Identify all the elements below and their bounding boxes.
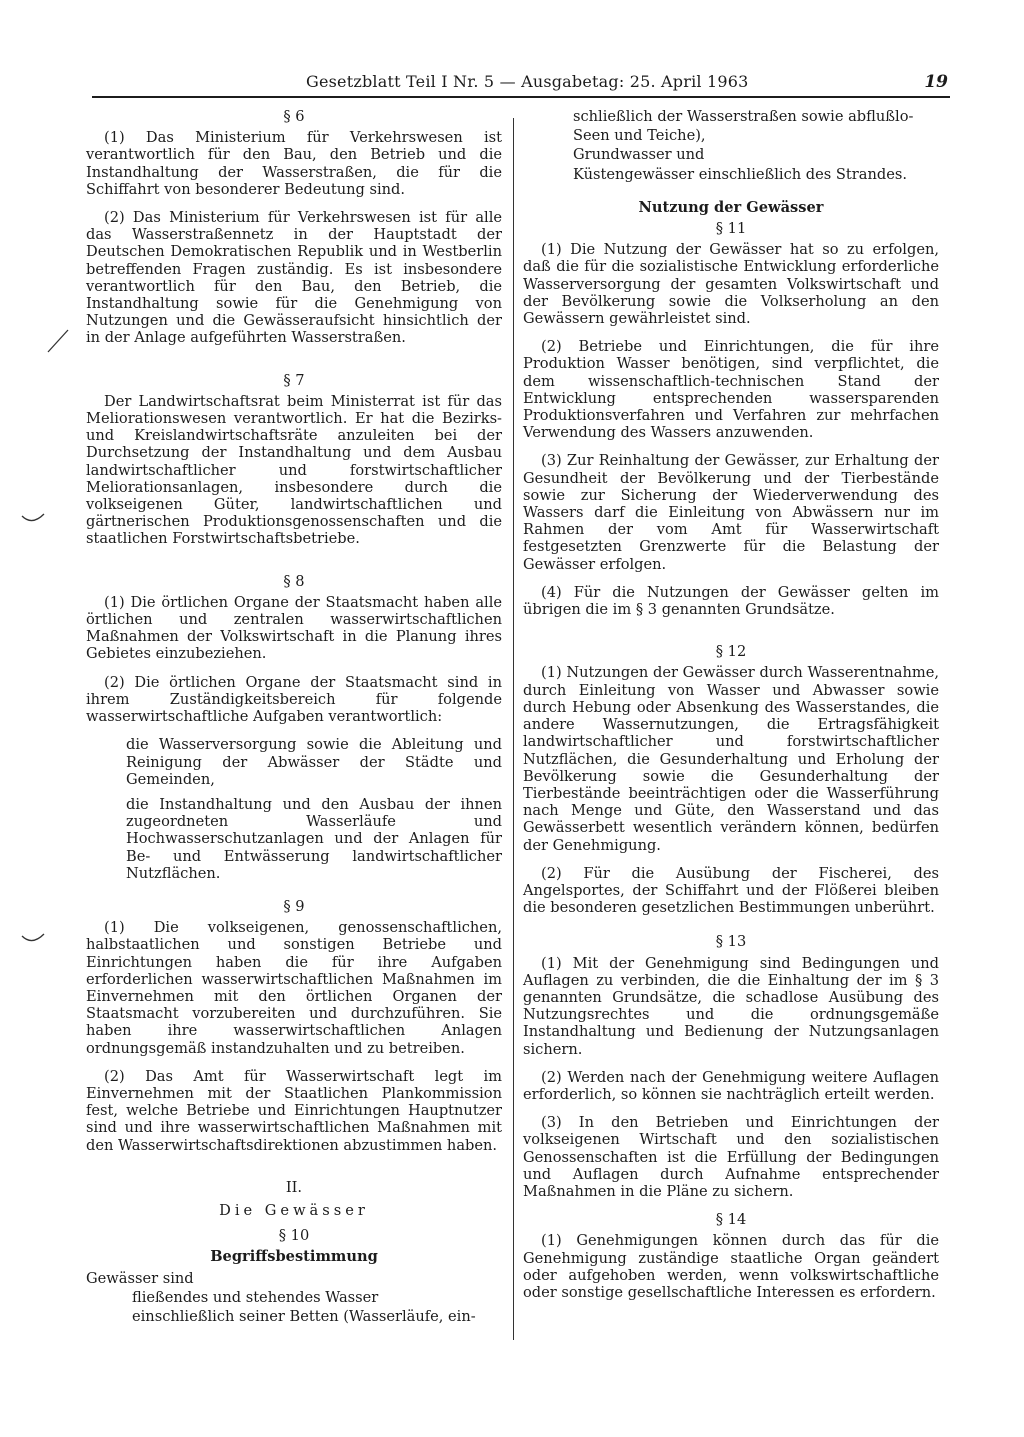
section-subheading: Begriffsbestimmung (210, 1248, 378, 1266)
paragraph: (3) In den Betrieben und Einrichtungen der volkseigenen Wirtschaft und den sozialistischen Genossenschaften ist die Erfüllung der Bedingungen und Auflagen durch Aufnahme entsprechender Maßnahmen in die Pläne zu sichern. (523, 1114, 939, 1200)
page-number: 19 (924, 72, 948, 92)
paragraph: (3) Zur Reinhaltung der Gewässer, zur Erhaltung der Gesundheit der Bevölkerung und der Tierbestände sowie zur Sicherung der Wiederverwendung des Wassers darf die Einleitung von Abwässern nur im Rahmen der vom Amt für Wasserwirtschaft festgesetzten Grenzwerte für die Belastung der Gewässer erfolgen. (523, 452, 939, 573)
paragraph: Der Landwirtschaftsrat beim Ministerrat ist für das Meliorationswesen verantwortlich. Er hat die Bezirks- und Kreislandwirtschaftsräte anzuleiten bei der Durchsetzung der Instandhaltung und dem Ausbau landwirtschaftlicher und forstwirtschaftlicher Meliorationsanlagen, insbesondere durch die volkseigenen Güter, landwirtschaftlichen und gärtnerischen Produktionsgenossenschaften und die staatlichen Forstwirtschaftsbetriebe. (86, 392, 502, 548)
section-heading: § 13 (715, 933, 747, 951)
list-item: einschließlich seiner Betten (Wasserläufe, ein- (132, 1307, 476, 1325)
section-heading: § 9 (283, 897, 305, 915)
right-column (523, 108, 939, 1312)
paragraph: (1) Die volkseigenen, genossenschaftlichen, halbstaatlichen und sonstigen Betriebe und Einrichtungen haben die für ihre Aufgaben erforderlichen wasserwirtschaftlichen Maßnahmen im Einvernehmen mit den örtlichen Organen der Staatsmacht vorzubereiten und durchzuführen. Sie haben ihre wasserwirtschaftlichen Anlagen ordnungsgemäß instandzuhalten und zu betreiben. (86, 919, 502, 1057)
list-item: die Wasserversorgung sowie die Ableitung und Reinigung der Abwässer der Städte und Gemeinden, (126, 736, 502, 788)
paragraph: (1) Die örtlichen Organe der Staatsmacht haben alle örtlichen und zentralen wasserwirtschaftlichen Maßnahmen der Volkswirtschaft in die Planung ihres Gebietes einzubeziehen. (86, 593, 502, 663)
paragraph: (1) Mit der Genehmigung sind Bedingungen und Auflagen zu verbinden, die die Einhaltung der im § 3 genannten Grundsätze, die schadlose Ausübung des Nutzungsrechtes und die ordnungsgemäße Instandhaltung und Bedienung der Nutzungsanlagen sichern. (523, 954, 939, 1058)
gazette-title: Gesetzblatt Teil I Nr. 5 — Ausgabetag: 25. April 1963 (306, 72, 749, 91)
section-heading: § 12 (715, 643, 747, 661)
definition-intro: Gewässer sind (86, 1269, 194, 1287)
list-item: die Instandhaltung und den Ausbau der ihnen zugeordneten Wasserläufe und Hochwasserschutzanlagen und der Anlagen für Be- und Entwässerung landwirtschaftlicher Nutzflächen. (126, 795, 502, 882)
list-item: schließlich der Wasserstraßen sowie abflußlo- (573, 108, 914, 125)
section-heading: § 8 (283, 572, 305, 590)
margin-slash-mark (44, 328, 70, 354)
column-divider (513, 118, 514, 1340)
paragraph: (4) Für die Nutzungen der Gewässer gelten im übrigen die im § 3 genannten Grundsätze. (523, 583, 939, 619)
paragraph: (2) Das Ministerium für Verkehrswesen ist für alle das Wasserstraßennetz in der Hauptstadt der Deutschen Demokratischen Republik und in Westberlin betreffenden Fragen zuständig. Es ist insbesondere verantwortlich für den Bau, den Betrieb, die Instandhaltung sowie für die Genehmigung von Nutzungen und die Gewässeraufsicht hinsichtlich der in der Anlage aufgeführten Wasserstraßen. (86, 209, 502, 347)
paragraph: (2) Das Amt für Wasserwirtschaft legt im Einvernehmen mit der Staatlichen Plankommission fest, welche Betriebe und Einrichtungen Hauptnutzer sind und ihre wasserwirtschaftlichen Maßnahmen mit den Wasserwirtschaftsdirektionen abzustimmen haben. (86, 1067, 502, 1154)
paragraph: (2) Werden nach der Genehmigung weitere Auflagen erforderlich, so können sie nachträglich erteilt werden. (523, 1068, 939, 1103)
list-item: fließendes und stehendes Wasser (132, 1288, 379, 1306)
list-item: Seen und Teiche), (573, 127, 706, 145)
margin-check-mark (20, 924, 46, 950)
paragraph: (2) Für die Ausübung der Fischerei, des Angelsportes, der Schiffahrt und der Flößerei bleiben die besonderen gesetzlichen Bestimmungen unberührt. (523, 864, 939, 917)
section-heading: § 14 (715, 1211, 747, 1229)
part-title: Die Gewässer (219, 1201, 369, 1219)
list-item: Küstengewässer einschließlich des Strandes. (573, 165, 907, 183)
section-heading: § 6 (283, 108, 305, 125)
section-heading: § 10 (278, 1227, 310, 1245)
list-item: Grundwasser und (573, 146, 705, 164)
paragraph: (1) Das Ministerium für Verkehrswesen ist verantwortlich für den Bau, den Betrieb und die Instandhaltung der Wasserstraßen, die für die Schiffahrt von besonderer Bedeutung sind. (86, 129, 502, 198)
header-rule (92, 96, 950, 98)
paragraph: (2) Betriebe und Einrichtungen, die für ihre Produktion Wasser benötigen, sind verpflichtet, die dem wissenschaftlich-technischen Stand der Entwicklung entsprechenden wassersparenden Produktionsverfahren und Verfahren zur mehrfachen Verwendung des Wassers anzuwenden. (523, 338, 939, 442)
paragraph: (1) Nutzungen der Gewässer durch Wasserentnahme, durch Einleitung von Wasser und Abwasser sowie durch Hebung oder Absenkung des Wasserstandes, die andere Wassernutzungen, die Ertragsfähigkeit landwirtschaftlicher und forstwirtschaftlicher Nutzflächen, die Gesunderhaltung und Erholung der Bevölkerung sowie die Gesunderhaltung der Tierbestände beeinträchtigen oder die Wasserführung nach Menge und Güte, den Wasserstand und das Gewässerbett wesentlich verändern können, bedürfen der Genehmigung. (523, 664, 939, 854)
section-heading: § 11 (715, 220, 747, 238)
division-heading: Nutzung der Gewässer (638, 198, 824, 216)
paragraph: (1) Genehmigungen können durch das für die Genehmigung zuständige staatliche Organ geändert oder aufgehoben werden, wenn volkswirtschaftliche oder sonstige gesellschaftliche Interessen es erfordern. (523, 1232, 939, 1301)
section-heading: § 7 (283, 371, 305, 389)
part-number: II. (285, 1178, 303, 1196)
paragraph: (2) Die örtlichen Organe der Staatsmacht sind in ihrem Zuständigkeitsbereich für folgende wasserwirtschaftliche Aufgaben verantwortlich: (86, 673, 502, 726)
left-column (86, 108, 502, 1327)
margin-check-mark (20, 504, 46, 530)
paragraph: (1) Die Nutzung der Gewässer hat so zu erfolgen, daß die für die sozialistische Entwicklung erforderliche Wasserversorgung der gesamten Volkswirtschaft und der Bevölkerung sowie die Volkserholung an den Gewässern gewährleistet sind. (523, 241, 939, 328)
